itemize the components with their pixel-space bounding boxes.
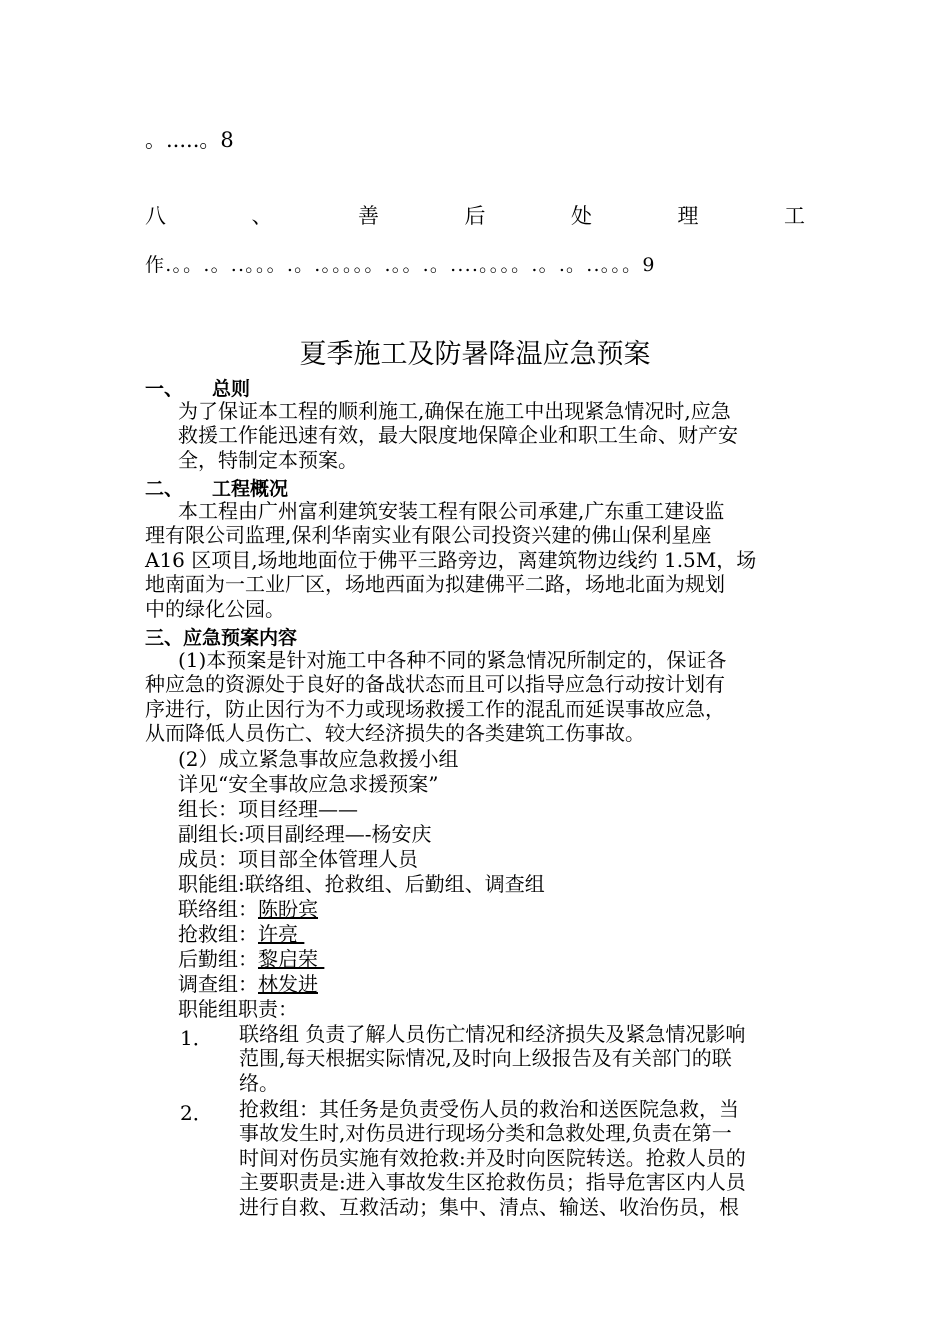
section-3-line: 序进行，防止因行为不力或现场救援工作的混乱而延误事故应急， <box>145 697 725 721</box>
section-3-line: 种应急的资源处于良好的备战状态而且可以指导应急行动按计划有 <box>145 672 725 696</box>
team-leader: 组长：项目经理—— <box>178 797 358 821</box>
rescue-group <box>178 922 304 946</box>
section-1-number: 一、 <box>145 378 184 400</box>
duties-heading: 职能组职责： <box>178 997 298 1021</box>
duty-2-line: 时间对伤员实施有效抢救:并及时向医院转送。抢救人员的 <box>239 1146 746 1170</box>
subsection-2-heading: (2）成立紧急事故应急救援小组 <box>178 747 459 771</box>
investigation-group <box>178 972 318 996</box>
section-3-line: (1)本预案是针对施工中各种不同的紧急情况所制定的，保证各 <box>178 648 727 672</box>
duty-2-line: 抢救组：其任务是负责受伤人员的救治和送医院急救，当 <box>239 1097 739 1121</box>
duty-1-line: 联络组 负责了解人员伤亡情况和经济损失及紧急情况影响 <box>239 1022 746 1046</box>
toc-line-1: 。.....。8 <box>145 128 234 152</box>
section-1-line: 救援工作能迅速有效，最大限度地保障企业和职工生命、财产安 <box>178 423 738 447</box>
toc-char: 处 <box>571 204 592 228</box>
section-2-line: 本工程由广州富利建筑安装工程有限公司承建,广东重工建设监 <box>178 499 725 523</box>
rescue-name: 许亮 <box>258 922 305 946</box>
toc-char: 、 <box>251 204 273 228</box>
team-members: 成员：项目部全体管理人员 <box>178 847 418 871</box>
section-2-heading: 工程概况 <box>212 478 289 500</box>
duty-2-line: 进行自救、互救活动；集中、清点、输送、收治伤员，根 <box>239 1195 739 1219</box>
section-2-number: 二、 <box>145 478 184 500</box>
functional-groups: 职能组:联络组、抢救组、后勤组、调查组 <box>178 872 545 896</box>
toc-char: 工 <box>784 204 805 228</box>
liaison-group <box>178 897 318 921</box>
liaison-label: 联络组： <box>178 897 258 921</box>
section-2-line: 地南面为一工业厂区，场地西面为拟建佛平二路，场地北面为规划 <box>145 572 725 596</box>
toc-char: 理 <box>677 204 699 228</box>
document-title: 夏季施工及防暑降温应急预案 <box>299 339 651 370</box>
logistics-name: 黎启荣 <box>258 947 325 971</box>
section-3-heading: 三、应急预案内容 <box>145 627 298 649</box>
section-1-heading: 总则 <box>212 378 251 400</box>
toc-char: 善 <box>358 204 379 228</box>
toc-line-3: 作.。。.。..。。。.。.。。。。。.。。.。....。。。。.。.。..。。。9 <box>145 254 656 276</box>
liaison-name: 陈盼宾 <box>258 897 318 921</box>
toc-line-2 <box>145 200 805 230</box>
duty-1-line: 络。 <box>239 1071 279 1095</box>
investigation-label: 调查组： <box>178 972 258 996</box>
rescue-label: 抢救组： <box>178 922 258 946</box>
logistics-label: 后勤组： <box>178 947 258 971</box>
duty-2-line: 事故发生时,对伤员进行现场分类和急救处理,负责在第一 <box>239 1121 732 1145</box>
section-1-line: 全，特制定本预案。 <box>178 448 358 472</box>
section-2-line: A16 区项目,场地地面位于佛平三路旁边，离建筑物边线约 1.5M，场 <box>145 548 757 572</box>
section-2-line: 中的绿化公园。 <box>145 597 285 621</box>
see-reference: 详见“安全事故应急求援预案” <box>178 772 439 796</box>
toc-char: 八 <box>145 204 166 228</box>
vice-leader: 副组长:项目副经理—-杨安庆 <box>178 822 432 846</box>
section-3-line: 从而降低人员伤亡、较大经济损失的各类建筑工伤事故。 <box>145 721 645 745</box>
investigation-name: 林发进 <box>258 972 318 996</box>
toc-char: 后 <box>464 204 486 228</box>
duty-2-line: 主要职责是:进入事故发生区抢救伤员；指导危害区内人员 <box>239 1170 746 1194</box>
section-2-line: 理有限公司监理,保利华南实业有限公司投资兴建的佛山保利星座 <box>145 523 712 547</box>
duty-1-line: 范围,每天根据实际情况,及时向上级报告及有关部门的联 <box>239 1046 732 1070</box>
section-1-line: 为了保证本工程的顺利施工,确保在施工中出现紧急情况时,应急 <box>178 399 731 423</box>
logistics-group <box>178 947 324 971</box>
duty-1-number: 1． <box>180 1026 213 1050</box>
duty-2-number: 2． <box>180 1101 213 1125</box>
